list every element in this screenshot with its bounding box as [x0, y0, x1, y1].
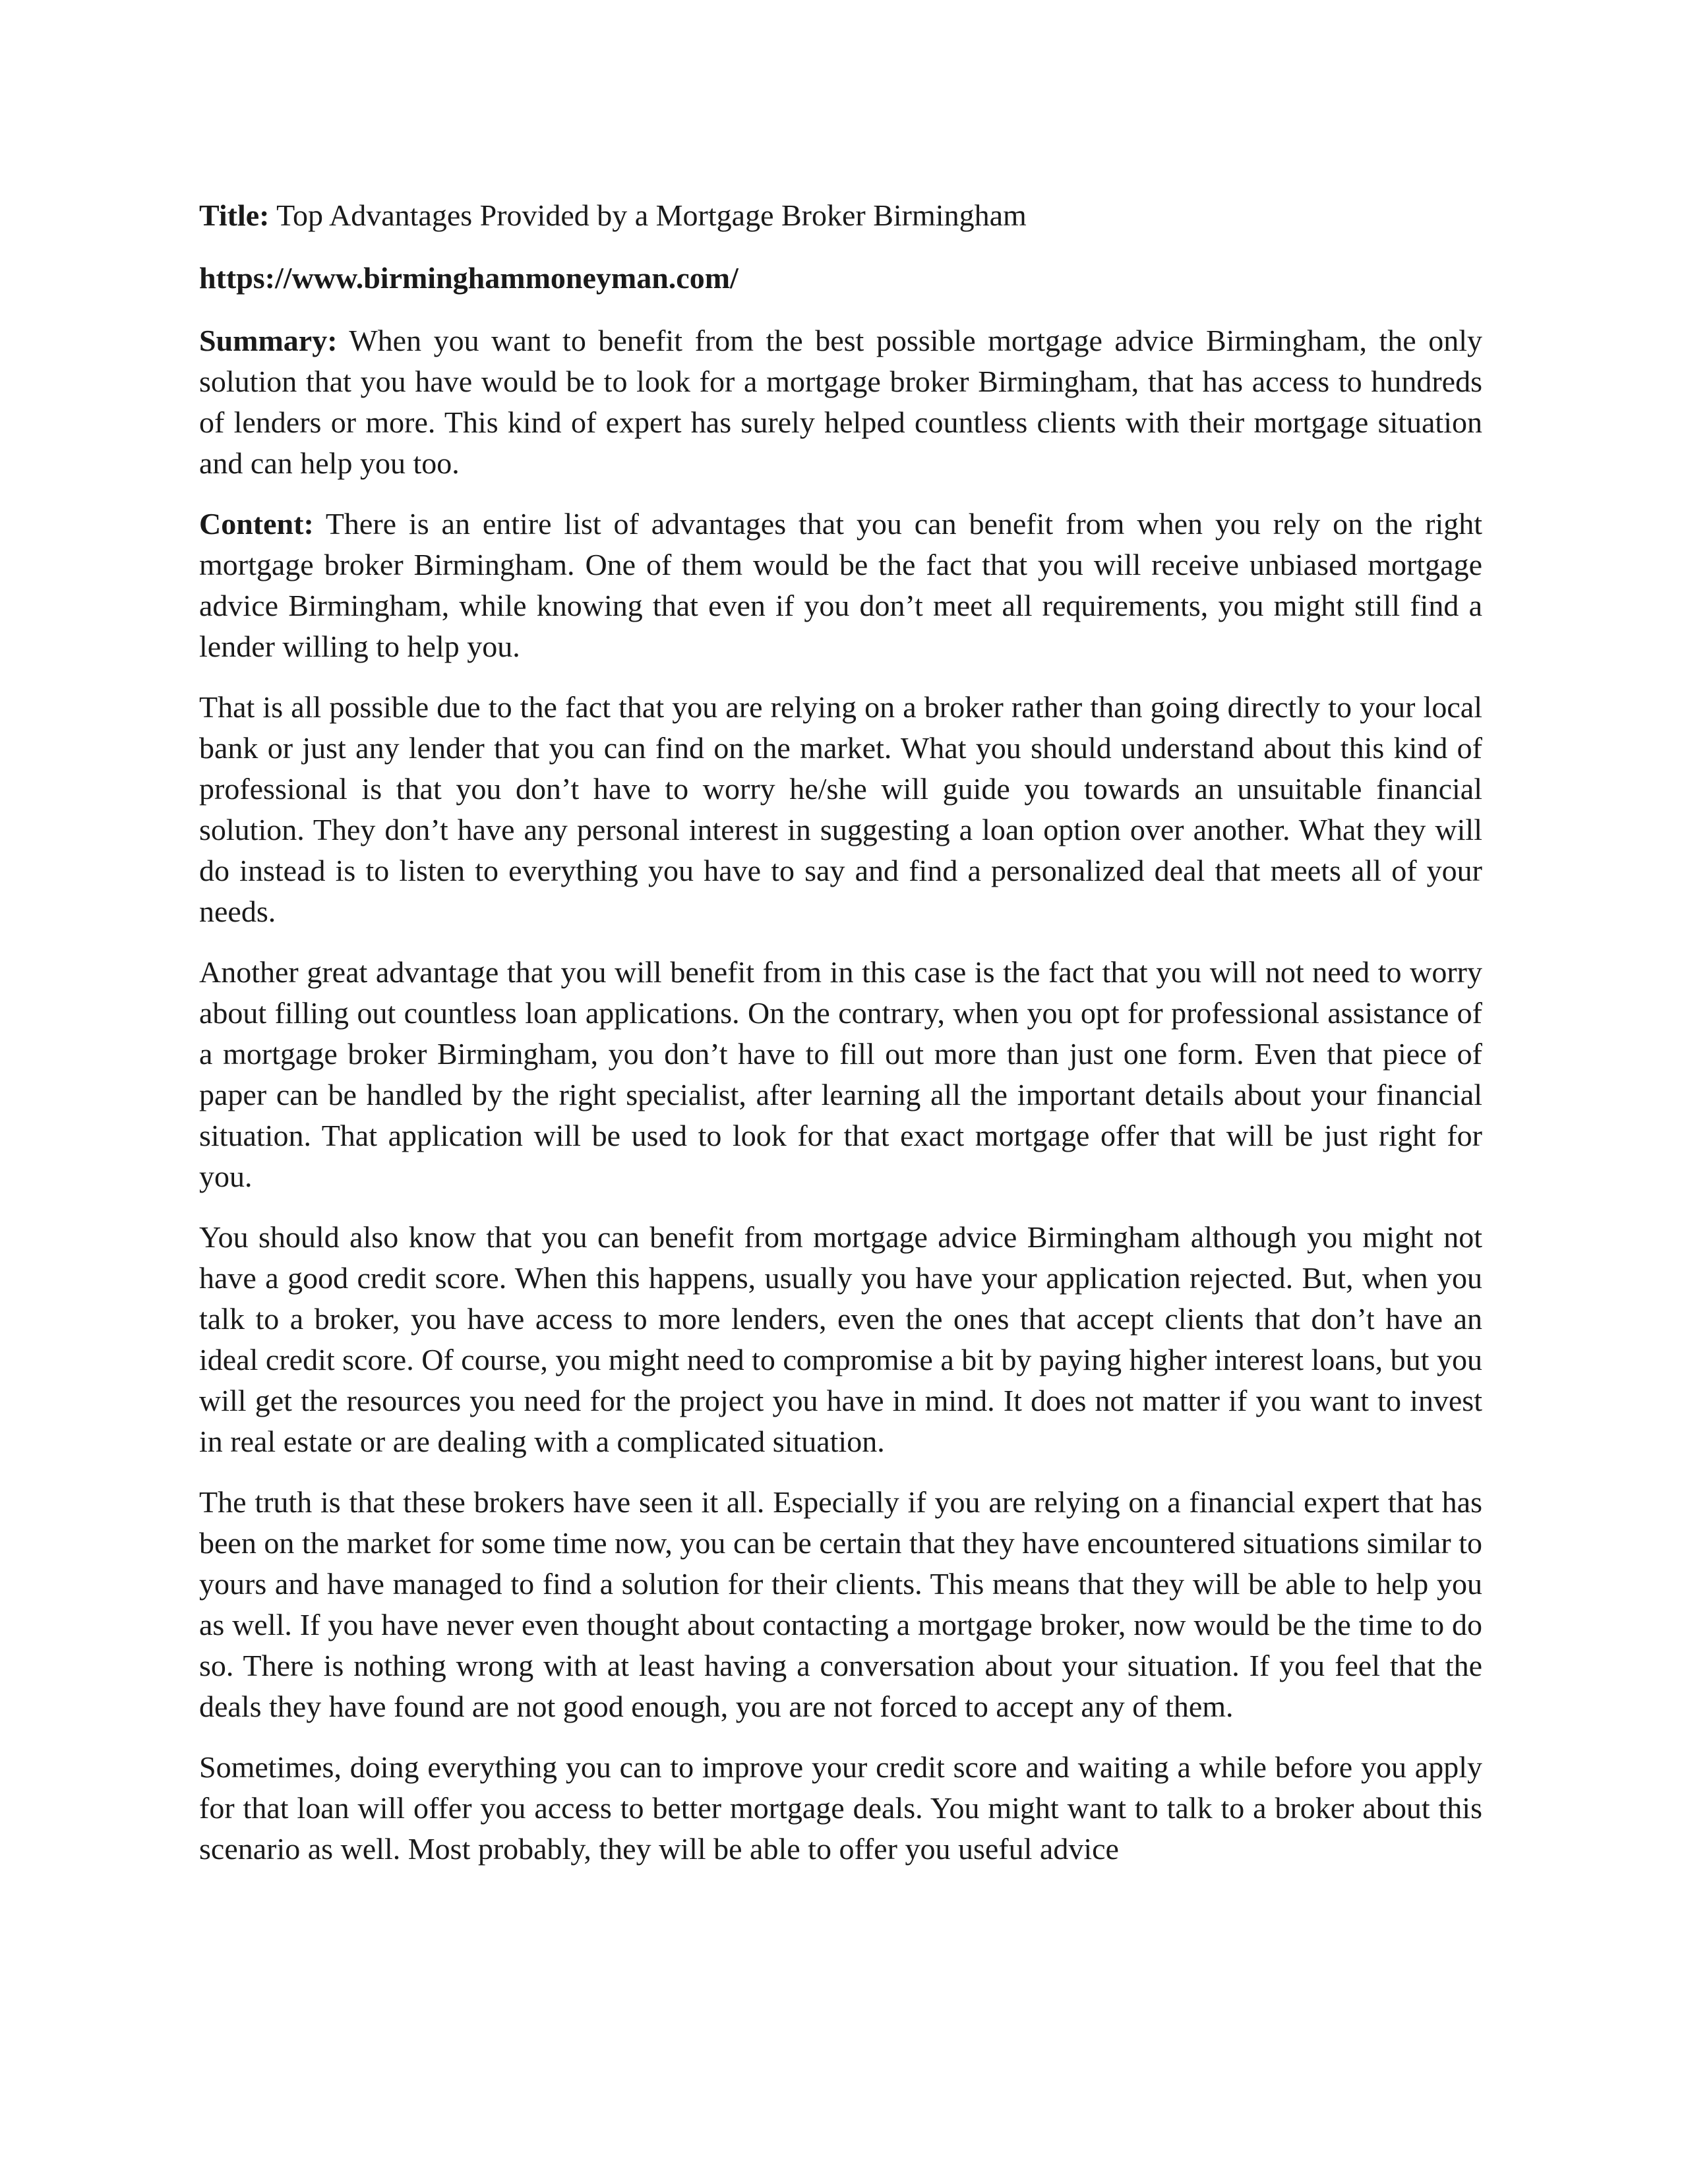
url-line — [199, 258, 1482, 299]
document-body — [199, 195, 1482, 1889]
website-url: https://www.birminghammoneyman.com/ — [199, 261, 738, 295]
summary-text: When you want to benefit from the best possible mortgage advice Birmingham, the only solution that you have would be to look for a mortgage broker Birmingham, that has access to hundreds of lenders or more. This kind of expert has surely helped countless clients with their mortgage situation and can help you too. — [199, 324, 1482, 480]
content-label: Content: — [199, 507, 314, 541]
body-paragraph-2: Another great advantage that you will benefit from in this case is the fact that you will not need to worry about filling out countless loan applications. On the contrary, when you opt for professional assistance of a mortgage broker Birmingham, you don’t have to fill out more than just one form. Even that piece of paper can be handled by the right specialist, after learning all the important details about your financial situation. That application will be used to look for that exact mortgage offer that will be just right for you. — [199, 955, 1482, 1193]
summary-label: Summary: — [199, 324, 338, 357]
body-paragraph-4: The truth is that these brokers have seen it all. Especially if you are relying on a financial expert that has been on the market for some time now, you can be certain that they have encountered situations similar to yours and have managed to find a solution for their clients. This means that they will be able to help you as well. If you have never even thought about contacting a mortgage broker, now would be the time to do so. There is nothing wrong with at least having a conversation about your situation. If you feel that the deals they have found are not good enough, you are not forced to accept any of them. — [199, 1485, 1482, 1723]
body-paragraph-1: That is all possible due to the fact that you are relying on a broker rather than going directly to your local bank or just any lender that you can find on the market. What you should understand about this kind of professional is that you don’t have to worry he/she will guide you towards an unsuitable financial solution. They don’t have any personal interest in suggesting a loan option over another. What they will do instead is to listen to everything you have to say and find a personalized deal that meets all of your needs. — [199, 690, 1482, 928]
body-paragraph-5: Sometimes, doing everything you can to improve your credit score and waiting a while before you apply for that loan will offer you access to better mortgage deals. You might want to talk to a broker about this scenario as well. Most probably, they will be able to offer you useful advice — [199, 1750, 1482, 1866]
title-line — [199, 195, 1482, 236]
body-paragraph-3: You should also know that you can benefit from mortgage advice Birmingham although you might not have a good credit score. When this happens, usually you have your application rejected. But, when you talk to a broker, you have access to more lenders, even the ones that accept clients that don’t have an ideal credit score. Of course, you might need to compromise a bit by paying higher interest loans, but you will get the resources you need for the project you have in mind. It does not matter if you want to invest in real estate or are dealing with a complicated situation. — [199, 1220, 1482, 1458]
summary-paragraph — [199, 320, 1482, 484]
document-title: Top Advantages Provided by a Mortgage Broker Birmingham — [269, 198, 1027, 232]
content-paragraph — [199, 504, 1482, 667]
title-label: Title: — [199, 198, 270, 232]
content-text: There is an entire list of advantages that you can benefit from when you rely on the right mortgage broker Birmingham. One of them would be the fact that you will receive unbiased mortgage advice Birmingham, while knowing that even if you don’t meet all requirements, you might still find a lender willing to help you. — [199, 507, 1482, 663]
